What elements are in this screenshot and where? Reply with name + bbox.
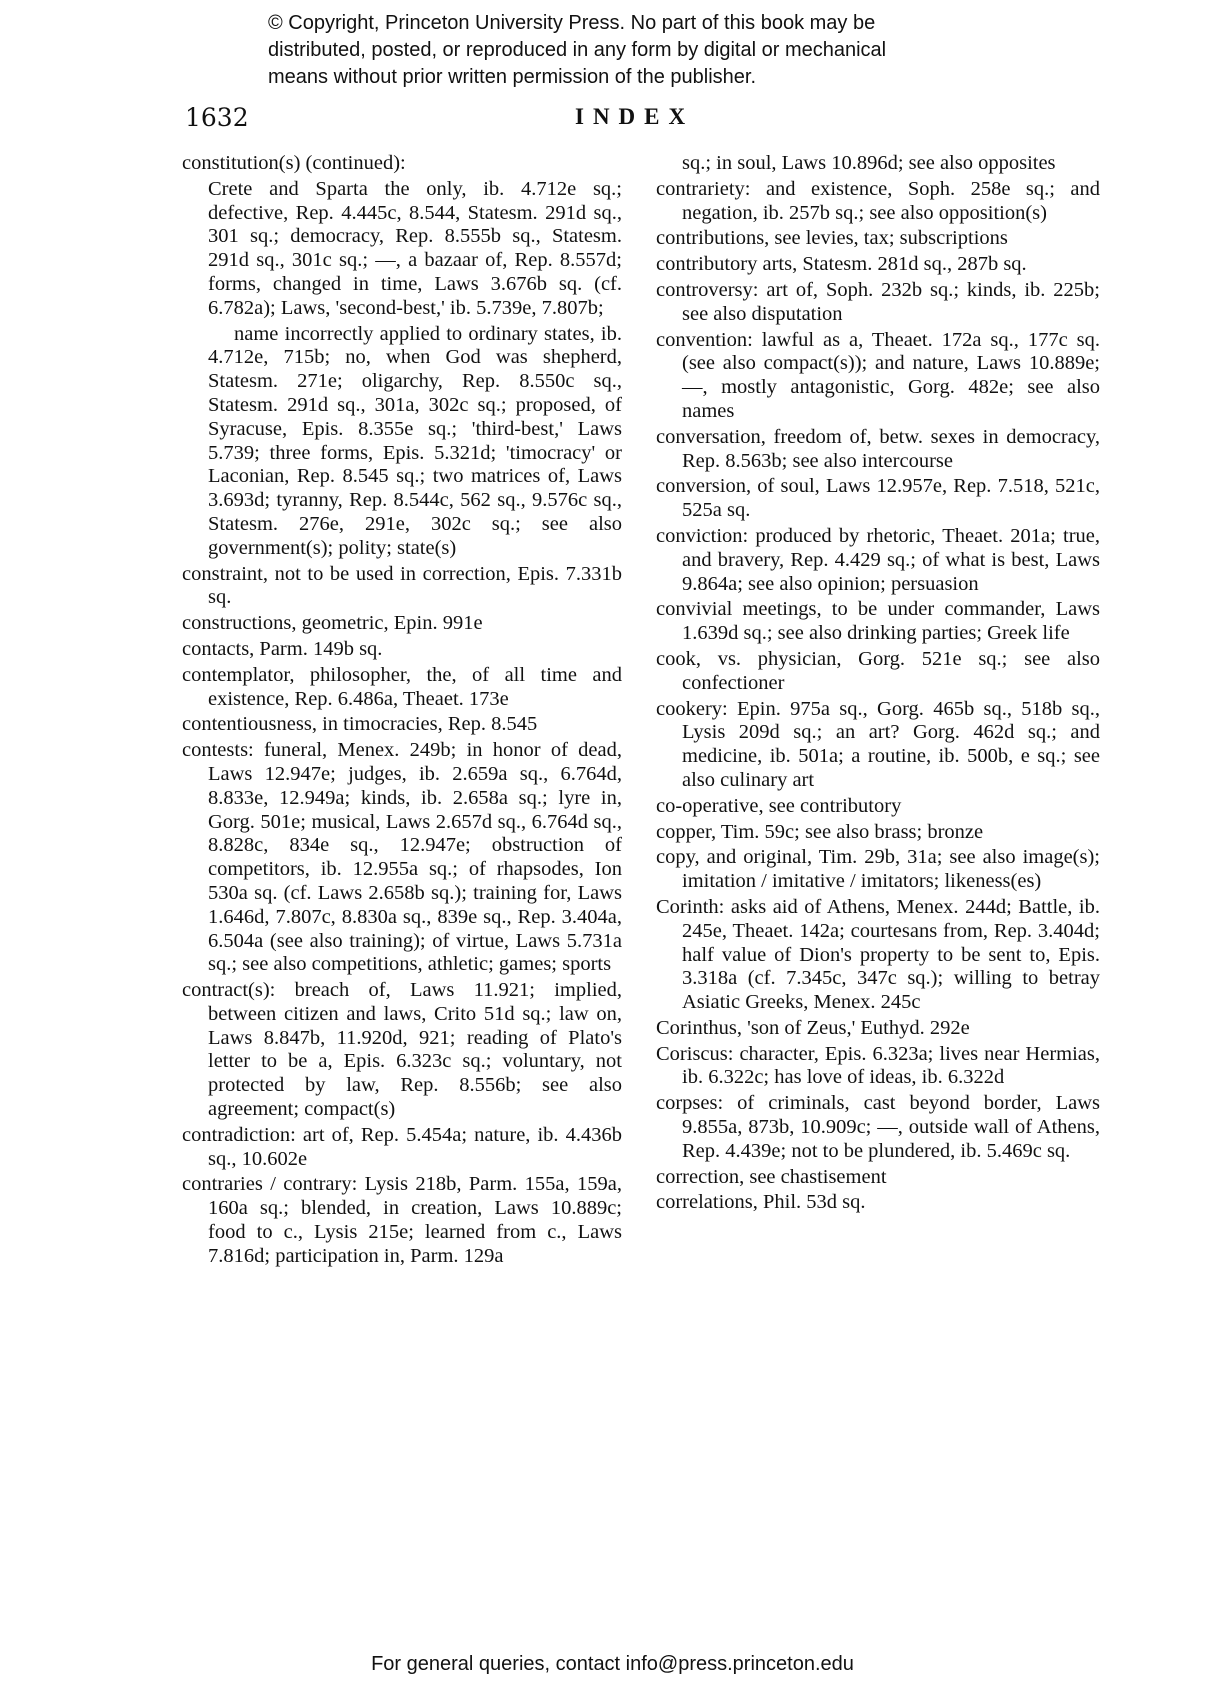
copyright-line: © Copyright, Princeton University Press. No part of this book may be — [268, 12, 876, 34]
copyright-line: means without prior written permission of the publisher. — [268, 66, 757, 88]
page-number: 1632 — [185, 103, 249, 132]
footer-contact: For general queries, contact info@press.princeton.edu — [371, 1653, 854, 1675]
index-entry: correlations, Phil. 53d sq. — [656, 1191, 866, 1214]
index-entry: contributory arts, Statesm. 281d sq., 287b sq. — [656, 253, 1027, 276]
index-entry: constraint, not to be used in correction, Epis. 7.331b sq. — [182, 562, 622, 609]
running-head: INDEX — [575, 104, 695, 129]
index-column-left — [182, 152, 622, 1271]
index-entry: contract(s): breach of, Laws 11.921; implied, between citizen and laws, Crito 51d sq.; law on, Laws 8.847b, 11.920d, 921; reading of Plato's letter to be a, Epis. 6.323c sq.; voluntary, not protected by law, Rep. 8.556b; see also agreement; compact(s) — [182, 979, 622, 1121]
index-entry: conversation, freedom of, betw. sexes in democracy, Rep. 8.563b; see also intercourse — [656, 425, 1100, 472]
index-entry: co-operative, see contributory — [656, 794, 902, 817]
index-entry: Coriscus: character, Epis. 6.323a; lives near Hermias, ib. 6.322c; has love of ideas, ib. 6.322d — [656, 1042, 1100, 1089]
index-entry: conviction: produced by rhetoric, Theaet. 201a; true, and bravery, Rep. 4.429 sq.; of what is best, Laws 9.864a; see also opinion; persuasion — [656, 524, 1100, 595]
index-entry: constitution(s) (continued): — [182, 152, 406, 174]
index-entry: contentiousness, in timocracies, Rep. 8.545 — [182, 713, 538, 736]
index-entry: conversion, of soul, Laws 12.957e, Rep. 7.518, 521c, 525a sq. — [656, 475, 1100, 522]
index-entry: contests: funeral, Menex. 249b; in honor of dead, Laws 12.947e; judges, ib. 2.659a sq., 6.764d, 8.833e, 12.949a; kinds, ib. 2.658a sq.; lyre in, Gorg. 501e; musical, Laws 2.657d sq., 6.764d sq., 8.828c, 834e sq., 12.947e; obstruction of competitors, ib. 12.955a sq.; of rhapsodes, Ion 530a sq. (cf. Laws 2.658b sq.); training for, Laws 1.646d, 7.807c, 8.830a sq., 839e sq., Rep. 3.404a, 6.504a (see also training); of virtue, Laws 5.731a sq.; see also competitions, athletic; games; sports — [182, 739, 622, 976]
index-entry: convivial meetings, to be under commander, Laws 1.639d sq.; see also drinking parties; Greek life — [656, 598, 1100, 645]
index-entry: contemplator, philosopher, the, of all time and existence, Rep. 6.486a, Theaet. 173e — [182, 663, 622, 710]
index-entry: cookery: Epin. 975a sq., Gorg. 465b sq., 518b sq., Lysis 209d sq.; an art? Gorg. 462d sq.; and medicine, ib. 501a; a routine, ib. 500b, e sq.; see also culinary art — [656, 697, 1100, 791]
index-entry-continuation: Crete and Sparta the only, ib. 4.712e sq.; defective, Rep. 4.445c, 8.544, Statesm. 291d sq., 301 sq.; democracy, Rep. 8.555b sq., Statesm. 291d sq., 301c sq.; —, a bazaar of, Rep. 8.557d; forms, changed in time, Laws 3.676b sq. (cf. 6.782a); Laws, 'second-best,' ib. 5.739e, 7.807b; — [208, 177, 622, 319]
index-entry: corpses: of criminals, cast beyond border, Laws 9.855a, 873b, 10.909c; —, outside wall of Athens, Rep. 4.439e; not to be plundered, ib. 5.469c sq. — [656, 1092, 1100, 1162]
index-entry: contributions, see levies, tax; subscriptions — [656, 227, 1008, 250]
index-entry: Corinthus, 'son of Zeus,' Euthyd. 292e — [656, 1016, 970, 1039]
index-entry: cook, vs. physician, Gorg. 521e sq.; see also confectioner — [656, 647, 1100, 694]
copyright-line: distributed, posted, or reproduced in any form by digital or mechanical — [268, 39, 887, 61]
index-entry: contraries / contrary: Lysis 218b, Parm. 155a, 159a, 160a sq.; blended, in creation, Laws 10.889c; food to c., Lysis 215e; learned from c., Laws 7.816d; participation in, Parm. 129a — [182, 1173, 622, 1267]
index-entry: contradiction: art of, Rep. 5.454a; nature, ib. 4.436b sq., 10.602e — [182, 1123, 622, 1170]
index-entry: contrariety: and existence, Soph. 258e sq.; and negation, ib. 257b sq.; see also opposition(s) — [656, 177, 1100, 224]
index-entry: copper, Tim. 59c; see also brass; bronze — [656, 820, 984, 843]
index-entry: Corinth: asks aid of Athens, Menex. 244d; Battle, ib. 245e, Theaet. 142a; courtesans from, Rep. 3.404d; half value of Dion's property to be sent to, Epis. 3.318a (cf. 7.345c, 347c sq.); willing to betray Asiatic Greeks, Menex. 245c — [656, 895, 1100, 1014]
index-entry: constructions, geometric, Epin. 991e — [182, 612, 483, 635]
index-entry-continuation: name incorrectly applied to ordinary states, ib. 4.712e, 715b; no, when God was shepherd, Statesm. 271e; oligarchy, Rep. 8.550c sq., Statesm. 291d sq., 301a, 302c sq.; proposed, of Syracuse, Epis. 8.355e sq.; 'third-best,' Laws 5.739; three forms, Epis. 5.321d; 'timocracy' or Laconian, Rep. 8.545 sq.; two matrices of, Laws 3.693d; tyranny, Rep. 8.544c, 562 sq., 9.576c sq., Statesm. 276e, 291e, 302c sq.; see also government(s); polity; state(s) — [208, 322, 622, 559]
index-entry: correction, see chastisement — [656, 1165, 887, 1188]
index-column-right — [656, 152, 1100, 1217]
index-entry-continuation: sq.; in soul, Laws 10.896d; see also opposites — [682, 152, 1056, 174]
index-entry: contacts, Parm. 149b sq. — [182, 637, 383, 660]
index-entry: convention: lawful as a, Theaet. 172a sq., 177c sq. (see also compact(s)); and nature, Laws 10.889e; —, mostly antagonistic, Gorg. 482e; see also names — [656, 328, 1100, 422]
index-entry: controversy: art of, Soph. 232b sq.; kinds, ib. 225b; see also disputation — [656, 278, 1100, 325]
index-entry: copy, and original, Tim. 29b, 31a; see also image(s); imitation / imitative / imitators; likeness(es) — [656, 846, 1100, 893]
copyright-notice — [268, 10, 1028, 91]
